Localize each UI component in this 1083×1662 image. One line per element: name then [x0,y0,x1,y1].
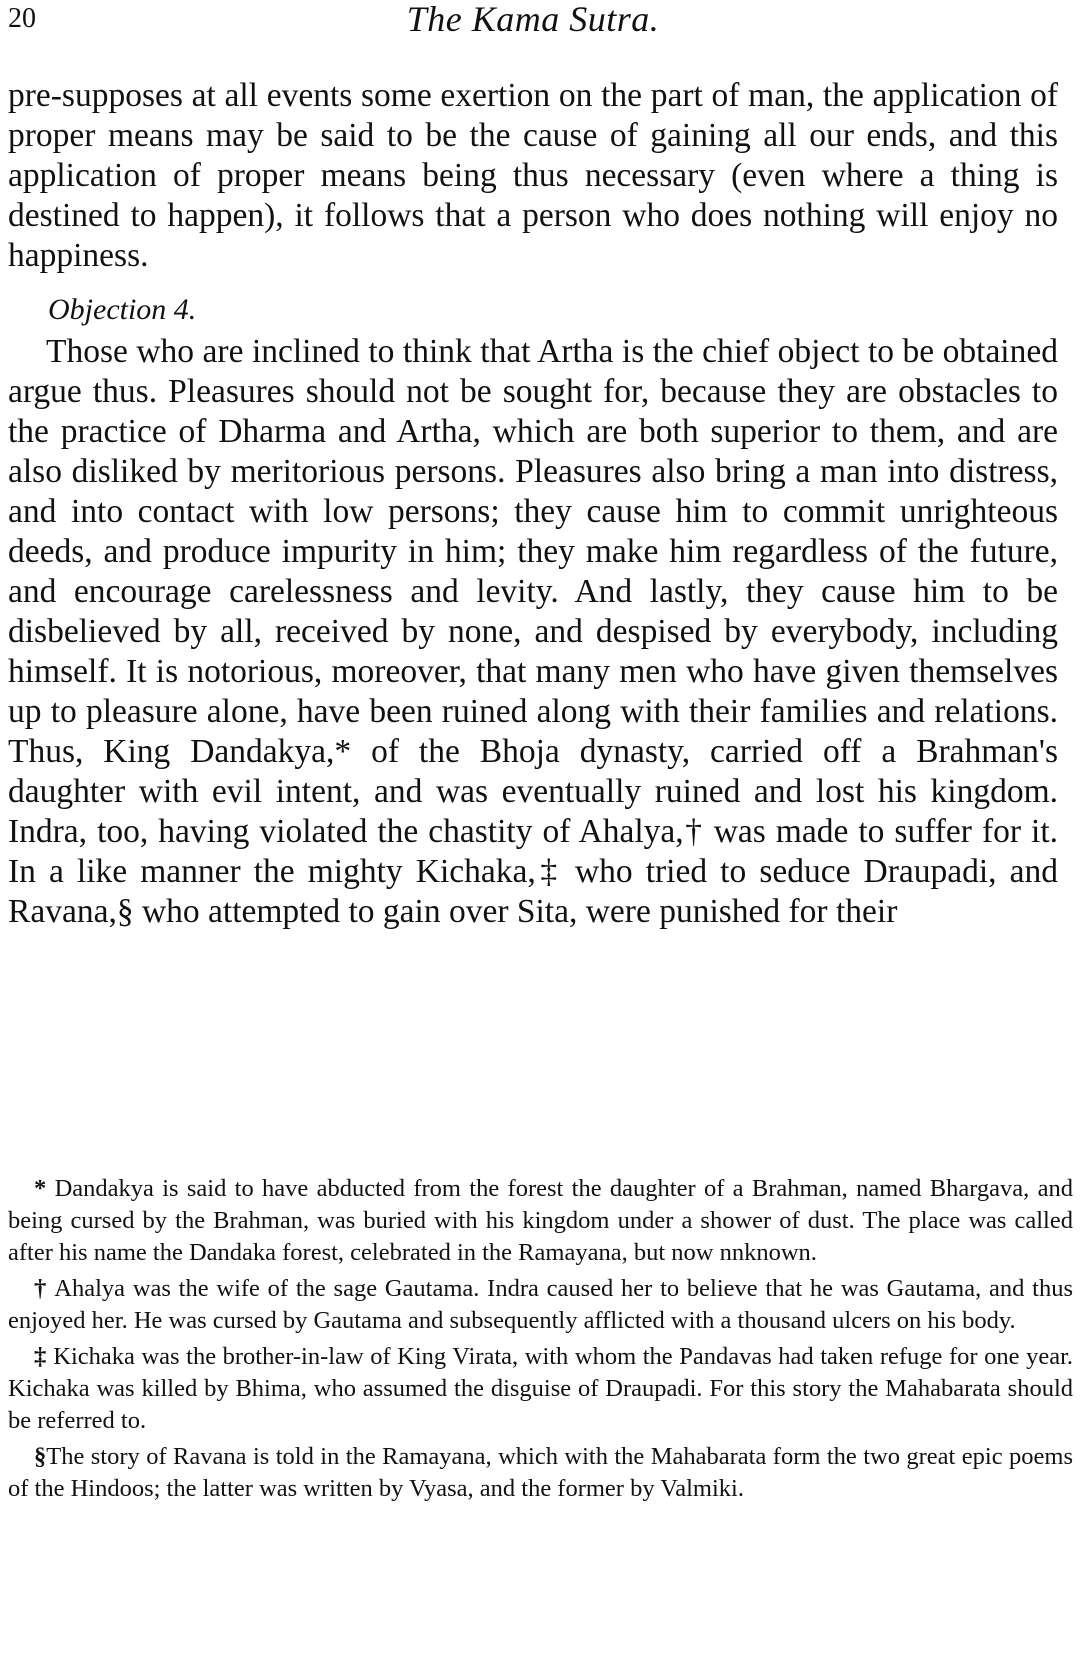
footnote-mark: † [34,1275,48,1302]
paragraph-objection-4: Those who are inclined to think that Artha is the chief object to be obtained argue thus. Pleasures should not be sought for, because they are obstacles to the practice of Dharma and Artha, which are both superior to them, and are also disliked by meritorious persons. Pleasures also bring a man into distress, and into contact with low persons; they cause him to commit unrighteous deeds, and produce impurity in him; they make him regardless of the future, and encourage carelessness and levity. And lastly, they cause him to be disbelieved by all, received by none, and despised by everybody, including himself. It is notorious, moreover, that many men who have given themselves up to pleasure alone, have been ruined along with their families and relations. Thus, King Dandakya,* of the Bhoja dynasty, carried off a Brahman's daughter with evil intent, and was eventually ruined and lost his kingdom. Indra, too, having violated the chastity of Ahalya,† was made to suffer for it. In a like manner the mighty Kichaka,‡ who tried to seduce Draupadi, and Ravana,§ who attempted to gain over Sita, were punished for their [8,333,1058,930]
footnote-text: Ahalya was the wife of the sage Gautama. Indra caused her to believe that he was Gautama, and thus enjoyed her. He was cursed by Gautama and subsequently afflicted with a thousand ulcers on his body. [8,1275,1073,1334]
main-text [8,76,1058,932]
paragraph-continuation: pre-supposes at all events some exertion on the part of man, the application of proper means may be said to be the cause of gaining all our ends, and this application of proper means being thus necessary (even where a thing is destined to happen), it follows that a person who does nothing will enjoy no happiness. [8,77,1058,274]
footnote-mark: * [34,1175,47,1202]
page-header [8,0,1058,58]
footnote-text: Kichaka was the brother-in-law of King Virata, with whom the Pandavas had taken refuge for one year. Kichaka was killed by Bhima, who assumed the disguise of Draupadi. For this story the Mahabarata should be referred to. [8,1343,1074,1434]
footnote-ahalya [8,1273,1073,1337]
footnote-text: Dandakya is said to have abducted from the forest the daughter of a Brahman, named Bhargava, and being cursed by the Brahman, was buried with his kingdom under a shower of dust. The place was called after his name the Dandaka forest, celebrated in the Ramayana, but now nnknown. [8,1175,1073,1266]
book-page [8,0,1074,1502]
footnote-text: The story of Ravana is told in the Ramayana, which with the Mahabarata form the two great epic poems of the Hindoos; the latter was written by Vyasa, and the former by Valmiki. [8,1443,1073,1502]
footnote-dandakya [8,1173,1073,1269]
section-heading: Objection 4. [48,293,197,326]
page-number: 20 [8,3,36,34]
footnote-kichaka [8,1341,1073,1437]
footnote-ravana [8,1441,1073,1505]
footnote-mark: ‡ [34,1343,47,1370]
footnotes [8,1173,1073,1509]
footnote-mark: § [34,1443,47,1470]
running-title: The Kama Sutra. [406,0,660,39]
